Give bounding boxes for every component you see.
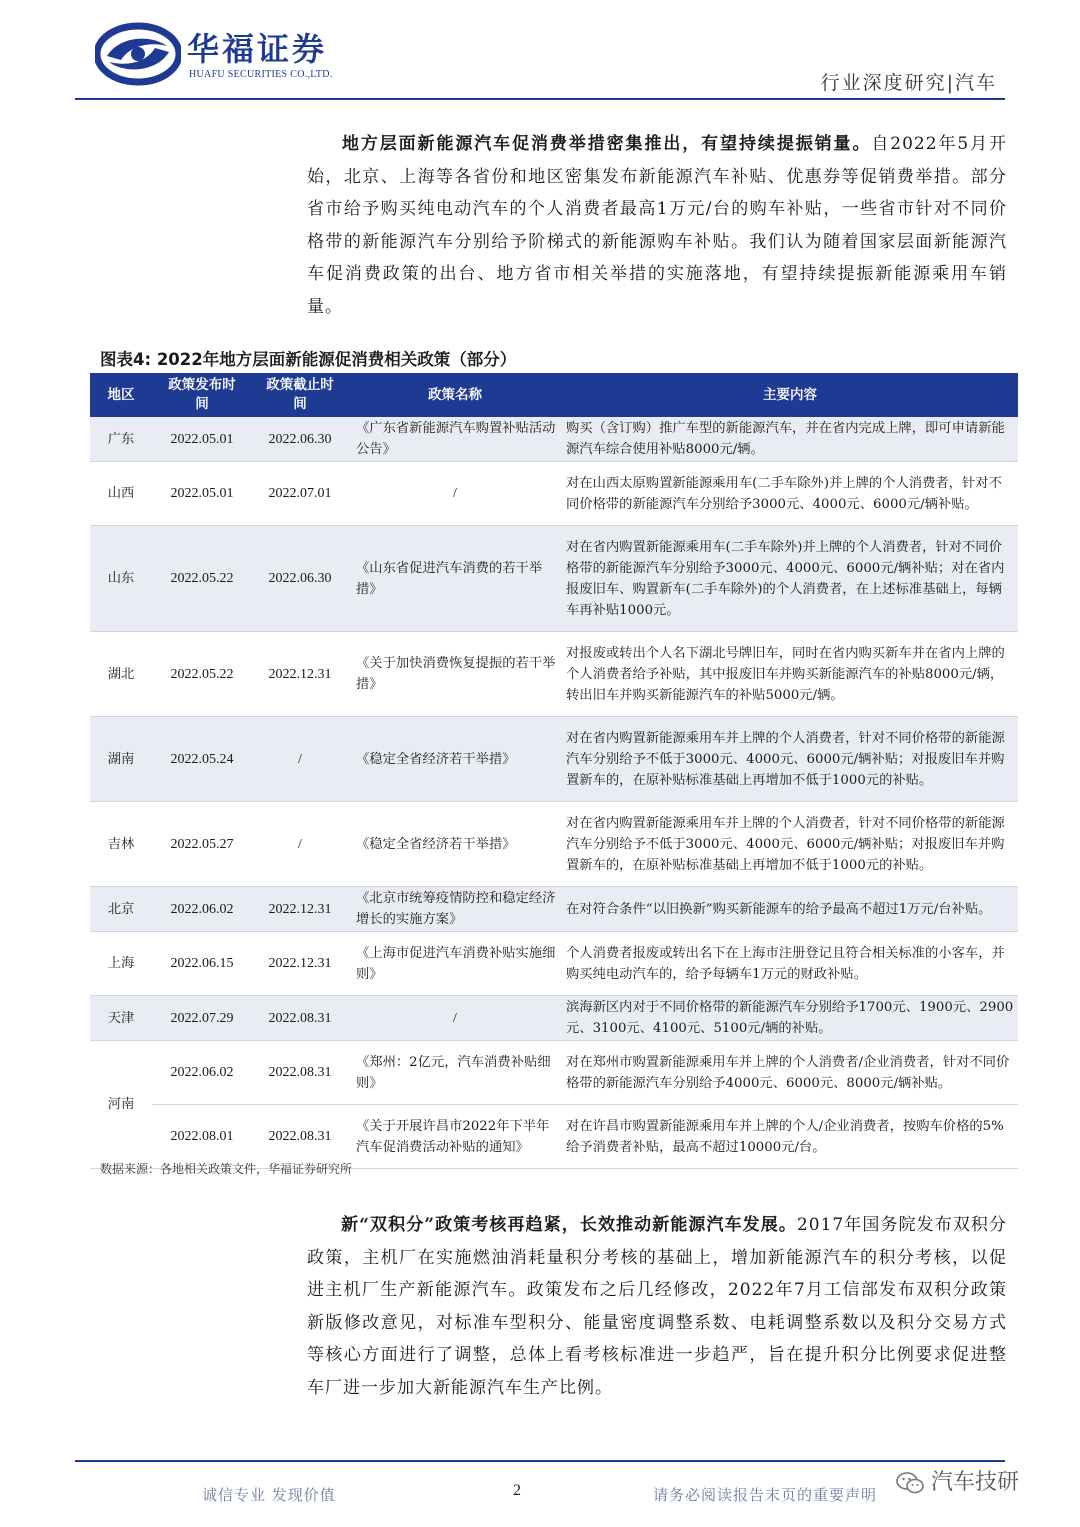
- cell-end: 2022.07.01: [252, 462, 348, 526]
- logo-english-name: HUAFU SECURITIES CO.,LTD.: [189, 69, 333, 80]
- header-region: 地区: [90, 373, 152, 417]
- cell-end: /: [252, 802, 348, 887]
- cell-region: 河南: [90, 1041, 152, 1169]
- report-section: 行业深度研究|汽车: [820, 72, 997, 94]
- cell-region: 湖北: [90, 632, 152, 717]
- cell-end: 2022.08.31: [252, 1105, 348, 1169]
- cell-start: 2022.05.22: [152, 632, 252, 717]
- cell-region: 山西: [90, 462, 152, 526]
- cell-policy-name: 《北京市统筹疫情防控和稳定经济增长的实施方案》: [348, 887, 562, 932]
- cell-policy-name: 《广东省新能源汽车购置补贴活动公告》: [348, 417, 562, 462]
- watermark: [895, 1465, 1019, 1496]
- cell-start: 2022.07.29: [152, 996, 252, 1041]
- cell-content: 滨海新区内对于不同价格带的新能源汽车分别给予1700元、1900元、2900元、3100元、4100元、5100元/辆的补贴。: [562, 996, 1018, 1041]
- cell-content: 对报废或转出个人名下湖北号牌旧车，同时在省内购买新车并在省内上牌的个人消费者给予补贴，其中报废旧车并购买新能源汽车的补贴8000元/辆，转出旧车并购买新能源汽车的补贴5000元/辆。: [562, 632, 1018, 717]
- footer-disclaimer: 请务必阅读报告末页的重要声明: [653, 1486, 878, 1504]
- cell-region: 天津: [90, 996, 152, 1041]
- cell-end: 2022.12.31: [252, 932, 348, 996]
- header-end-date: 政策截止时间: [252, 373, 348, 417]
- paragraph-local-policy: [307, 128, 1007, 324]
- watermark-text: 汽车技研: [931, 1470, 1020, 1495]
- cell-end: 2022.06.30: [252, 417, 348, 462]
- cell-start: 2022.06.02: [152, 1041, 252, 1105]
- cell-start: 2022.06.02: [152, 887, 252, 932]
- data-source: 数据来源：各地相关政策文件，华福证券研究所: [100, 1162, 353, 1176]
- paragraph-body: 自2022年5月开始，北京、上海等各省份和地区密集发布新能源汽车补贴、优惠券等促销费举措。部分省市给予购买纯电动汽车的个人消费者最高1万元/台的购车补贴，一些省市针对不同价格带的新能源汽车分别给予阶梯式的新能源购车补贴。我们认为随着国家层面新能源汽车促消费政策的出台、地方省市相关举措的实施落地，有望持续提振新能源乘用车销量。: [307, 134, 1007, 317]
- cell-policy-name: 《上海市促进汽车消费补贴实施细则》: [348, 932, 562, 996]
- header-start-date: 政策发布时间: [152, 373, 252, 417]
- cell-content: 对在省内购置新能源乘用车并上牌的个人消费者，针对不同价格带的新能源汽车分别给予不低于3000元、4000元、6000元/辆补贴；对报废旧车并购置新车的，在原补贴标准基础上再增加不低于1000元的补贴。: [562, 717, 1018, 802]
- page-number: 2: [513, 1482, 521, 1499]
- policy-table-wrapper: [90, 373, 1018, 1169]
- footer-slogan: 诚信专业 发现价值: [202, 1486, 336, 1504]
- cell-start: 2022.05.22: [152, 526, 252, 632]
- cell-content: 个人消费者报废或转出名下在上海市注册登记且符合相关标准的小客车，并购买纯电动汽车的，给予每辆车1万元的财政补贴。: [562, 932, 1018, 996]
- cell-region: 广东: [90, 417, 152, 462]
- huafu-logo-icon: [95, 22, 181, 86]
- cell-end: 2022.12.31: [252, 887, 348, 932]
- header-policy-name: 政策名称: [348, 373, 562, 417]
- header-content: 主要内容: [562, 373, 1018, 417]
- cell-policy-name: 《郑州：2亿元，汽车消费补贴细则》: [348, 1041, 562, 1105]
- cell-start: 2022.06.15: [152, 932, 252, 996]
- table-header-row: [90, 373, 1018, 417]
- policy-table: [90, 373, 1018, 1169]
- cell-region: 吉林: [90, 802, 152, 887]
- logo-chinese-name: 华福证券: [187, 30, 328, 68]
- paragraph-dual-credit: [307, 1209, 1007, 1405]
- cell-end: 2022.06.30: [252, 526, 348, 632]
- header-divider: [75, 98, 1005, 100]
- table-row: [90, 996, 1018, 1041]
- cell-content: 对在许昌市购置新能源乘用车并上牌的个人/企业消费者，按购车价格的5%给予消费者补贴，最高不超过10000元/台。: [562, 1105, 1018, 1169]
- cell-end: 2022.08.31: [252, 996, 348, 1041]
- table-row: [90, 417, 1018, 462]
- cell-policy-name: 《稳定全省经济若干举措》: [348, 802, 562, 887]
- cell-region: 山东: [90, 526, 152, 632]
- cell-start: 2022.05.01: [152, 462, 252, 526]
- cell-policy-name: /: [348, 462, 562, 526]
- footer-divider: [75, 1460, 1005, 1462]
- table-row: [90, 1041, 1018, 1105]
- cell-policy-name: 《稳定全省经济若干举措》: [348, 717, 562, 802]
- paragraph-body: 2017年国务院发布双积分政策，主机厂在实施燃油消耗量积分考核的基础上，增加新能源汽车的积分考核，以促进主机厂生产新能源汽车。政策发布之后几经修改，2022年7月工信部发布双积分政策新版修改意见，对标准车型积分、能量密度调整系数、电耗调整系数以及积分交易方式等核心方面进行了调整，总体上看考核标准进一步趋严，旨在提升积分比例要求促进整车厂进一步加大新能源汽车生产比例。: [307, 1215, 1007, 1398]
- cell-policy-name: /: [348, 996, 562, 1041]
- wechat-icon: [895, 1471, 925, 1495]
- table-row: [90, 462, 1018, 526]
- paragraph-lead: 新“双积分”政策考核再趋紧，长效推动新能源汽车发展。: [341, 1215, 797, 1235]
- cell-start: 2022.05.24: [152, 717, 252, 802]
- cell-content: 对在省内购置新能源乘用车并上牌的个人消费者，针对不同价格带的新能源汽车分别给予不低于3000元、4000元、6000元/辆补贴；对报废旧车并购置新车的，在原补贴标准基础上再增加不低于1000元的补贴。: [562, 802, 1018, 887]
- cell-content: 对在山西太原购置新能源乘用车(二手车除外)并上牌的个人消费者，针对不同价格带的新能源汽车分别给予3000元、4000元、6000元/辆补贴。: [562, 462, 1018, 526]
- cell-region: 上海: [90, 932, 152, 996]
- cell-end: /: [252, 717, 348, 802]
- cell-content: 购买（含订购）推广车型的新能源汽车，并在省内完成上牌，即可申请新能源汽车综合使用补贴8000元/辆。: [562, 417, 1018, 462]
- table-row: [90, 887, 1018, 932]
- cell-region: 湖南: [90, 717, 152, 802]
- cell-policy-name: 《关于开展许昌市2022年下半年汽车促消费活动补贴的通知》: [348, 1105, 562, 1169]
- cell-start: 2022.05.01: [152, 417, 252, 462]
- table-row: [90, 802, 1018, 887]
- table-row: [90, 632, 1018, 717]
- cell-region: 北京: [90, 887, 152, 932]
- figure-title: 图表4: 2022年地方层面新能源促消费相关政策（部分）: [100, 350, 517, 369]
- cell-start: 2022.05.27: [152, 802, 252, 887]
- cell-content: 对在郑州市购置新能源乘用车并上牌的个人消费者/企业消费者，针对不同价格带的新能源汽车分别给予4000元、6000元、8000元/辆补贴。: [562, 1041, 1018, 1105]
- cell-start: 2022.08.01: [152, 1105, 252, 1169]
- cell-policy-name: 《关于加快消费恢复提振的若干举措》: [348, 632, 562, 717]
- table-row: [90, 717, 1018, 802]
- table-row: [90, 526, 1018, 632]
- cell-end: 2022.12.31: [252, 632, 348, 717]
- cell-content: 对在省内购置新能源乘用车(二手车除外)并上牌的个人消费者，针对不同价格带的新能源汽车分别给予3000元、4000元、6000元/辆补贴；对在省内报废旧车、购置新车(二手车除外)的个人消费者，在上述标准基础上，每辆车再补贴1000元。: [562, 526, 1018, 632]
- cell-end: 2022.08.31: [252, 1041, 348, 1105]
- paragraph-lead: 地方层面新能源汽车促消费举措密集推出，有望持续提振销量。: [341, 134, 872, 154]
- cell-policy-name: 《山东省促进汽车消费的若干举措》: [348, 526, 562, 632]
- cell-content: 在对符合条件“以旧换新”购买新能源车的给予最高不超过1万元/台补贴。: [562, 887, 1018, 932]
- table-row: [90, 1105, 1018, 1169]
- company-logo: [95, 22, 375, 86]
- table-row: [90, 932, 1018, 996]
